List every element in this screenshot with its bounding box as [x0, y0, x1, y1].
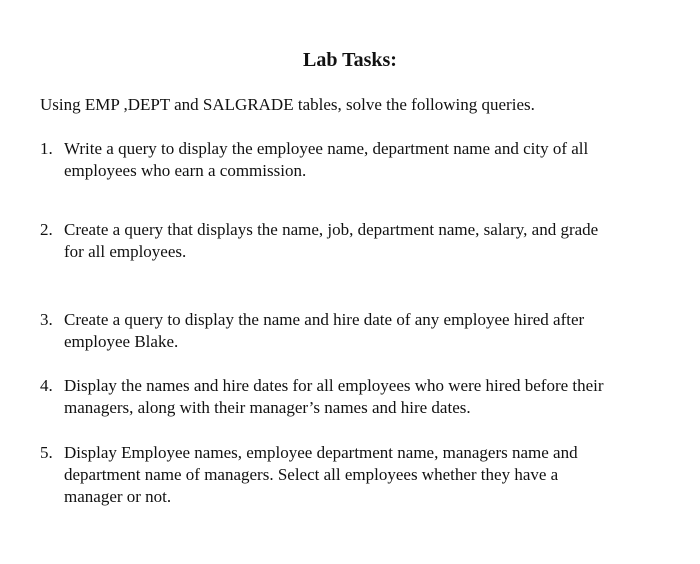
task-line: Display the names and hire dates for all employees who were hired before their	[64, 376, 604, 395]
task-number: 2.	[40, 220, 53, 239]
task-line: Write a query to display the employee name, department name and city of all	[64, 139, 589, 158]
task-line: Display Employee names, employee department name, managers name and	[64, 443, 578, 462]
task-line: for all employees.	[64, 242, 187, 261]
task-text	[64, 219, 670, 263]
task-item-2	[40, 219, 670, 263]
document-title: Lab Tasks:	[303, 49, 397, 71]
task-text	[64, 138, 670, 182]
task-line: manager or not.	[64, 487, 172, 506]
intro-text: Using EMP ,DEPT and SALGRADE tables, solve the following queries.	[40, 95, 535, 114]
task-text	[64, 375, 670, 419]
task-item-5	[40, 442, 670, 508]
task-line: Create a query to display the name and hire date of any employee hired after	[64, 310, 585, 329]
task-line: Create a query that displays the name, job, department name, salary, and grade	[64, 220, 599, 239]
task-number: 1.	[40, 139, 53, 158]
task-text	[64, 309, 670, 353]
task-line: employee Blake.	[64, 332, 179, 351]
task-line: department name of managers. Select all employees whether they have a	[64, 465, 559, 484]
task-item-1	[40, 138, 670, 182]
task-number: 3.	[40, 310, 53, 329]
task-line: employees who earn a commission.	[64, 161, 307, 180]
task-item-4	[40, 375, 670, 419]
task-item-3	[40, 309, 670, 353]
task-line: managers, along with their manager’s names and hire dates.	[64, 398, 471, 417]
task-number: 4.	[40, 376, 53, 395]
task-text	[64, 442, 670, 508]
task-number: 5.	[40, 443, 53, 462]
